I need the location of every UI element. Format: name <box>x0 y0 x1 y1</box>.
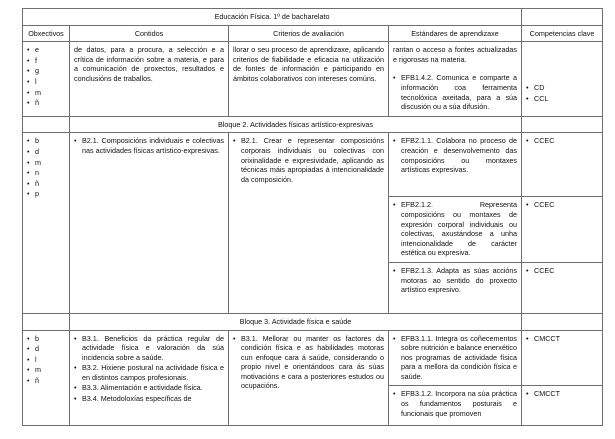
competence-item: • CCEC <box>526 266 598 276</box>
criteria-cell <box>229 330 389 426</box>
standard-item: • EFB2.1.1. Colabora no proceso de creación e desenvolvemento das composicións ou montaxes artísticas expresivas. <box>393 136 517 174</box>
objectives-cell <box>23 42 70 117</box>
objective-item: • b <box>27 136 65 146</box>
competence-item: • CCEC <box>526 136 598 146</box>
block-spacer <box>23 313 70 330</box>
competences-cell <box>522 197 603 263</box>
standard-item: • EFB3.1.1. Integra os coñecementos sobre nutrición e balance enerxético nos programas de actividade física para a mellora da condición física e saúde. <box>393 334 517 382</box>
standard-item: • EFB2.1.2. Representa composicións ou montaxes de expresión corporal individuais ou colectivas, axustándose a unha intencionalidade de carácter estética ou expresiva. <box>393 200 517 258</box>
objective-item: • ñ <box>27 376 65 386</box>
standard-continuation: rantan o acceso a fontes actualizadas e rigorosas na materia. <box>393 45 518 64</box>
header-contents: Contidos <box>70 25 229 42</box>
content-item: • B2.1. Composicións individuais e colectivas nas actividades físicas artístico-expresivas. <box>74 136 224 155</box>
objective-item: • b <box>27 334 65 344</box>
competences-cell <box>522 330 603 386</box>
block-spacer <box>522 313 603 330</box>
objective-item: • m <box>27 88 65 98</box>
competences-cell <box>522 133 603 197</box>
block-title: Bloque 2. Actividades físicas artístico-expresivas <box>70 116 522 133</box>
standard-item: • EFB1.4.2. Comunica e comparte a información coa ferramenta tecnolóxica axeitada, para a súa discusión ou a súa difusión. <box>393 73 517 111</box>
competences-cell <box>522 262 603 313</box>
contents-cell <box>70 42 229 117</box>
header-competences: Competencias clave <box>522 25 603 42</box>
competences-cell <box>522 42 603 117</box>
contents-cell <box>70 330 229 426</box>
criteria-cell <box>229 42 389 117</box>
objective-item: • n <box>27 168 65 178</box>
title-empty-cell <box>522 9 603 26</box>
content-item: • B3.3. Alimentación e actividade física. <box>74 383 224 393</box>
contents-cell <box>70 133 229 314</box>
header-criteria: Criterios de avaliación <box>229 25 389 42</box>
objective-item: • l <box>27 355 65 365</box>
standard-item: • EFB3.1.2. Incorpora na súa práctica os fundamentos posturais e funcionais que promoven <box>393 389 517 418</box>
objective-item: • d <box>27 147 65 157</box>
objective-item: • d <box>27 344 65 354</box>
competence-item: • CCL <box>526 94 598 104</box>
block-title: Bloque 3. Actividade física e saúde <box>70 313 522 330</box>
block-header-row <box>23 116 603 133</box>
competence-item: • CD <box>526 83 598 93</box>
objective-item: • ñ <box>27 179 65 189</box>
content-item: • B3.2. Hixiene postural na actividade física e en distintos campos profesionais. <box>74 363 224 382</box>
header-standards: Estándares de aprendizaxe <box>389 25 522 42</box>
criterion-item: • B3.1. Mellorar ou manter os factores da condición física e as habilidades motoras cun enfoque cara á saúde, considerando o propio nivel e orientándoos cara ás súas motivacións e cara a posteriores estudos ou ocupacións. <box>233 334 384 392</box>
objective-item: • ñ <box>27 98 65 108</box>
standards-cell <box>389 262 522 313</box>
content-item: • B3.4. Metodoloxías específicas de <box>74 394 224 404</box>
objective-item: • p <box>27 189 65 199</box>
criterion-item: • B2.1. Crear e representar composicións corporais individuais ou colectivas con orixinalidade e expresividade, aplicando as técnicas máis apropiadas á intencionalidade da composición. <box>233 136 384 184</box>
criteria-cell <box>229 133 389 314</box>
competence-item: • CMCCT <box>526 389 598 399</box>
curriculum-table <box>22 8 603 426</box>
objective-item: • m <box>27 158 65 168</box>
table-row <box>23 330 603 386</box>
header-row <box>23 25 603 42</box>
standards-cell <box>389 133 522 197</box>
objective-item: • m <box>27 365 65 375</box>
objectives-cell <box>23 133 70 314</box>
table-title-row <box>23 9 603 26</box>
standards-cell <box>389 330 522 386</box>
competence-item: • CCEC <box>526 200 598 210</box>
block-spacer <box>522 116 603 133</box>
block-spacer <box>23 116 70 133</box>
objectives-cell <box>23 330 70 426</box>
objective-item: • e <box>27 45 65 55</box>
standard-item: • EFB2.1.3. Adapta as súas accións motoras ao sentido do proxecto artístico expresivo. <box>393 266 517 295</box>
objective-item: • f <box>27 56 65 66</box>
standards-cell <box>389 197 522 263</box>
table-row <box>23 42 603 117</box>
table-title: Educación Física. 1º de bacharelato <box>23 9 522 26</box>
standards-cell <box>389 42 522 117</box>
criterion-text: llorar o seu proceso de aprendizaxe, aplicando criterios de fiabilidade e eficacia na utilización de fontes de información e participando en ámbitos colaborativos con intereses comúns. <box>233 45 384 83</box>
standards-cell <box>389 386 522 426</box>
objective-item: • l <box>27 77 65 87</box>
competences-cell <box>522 386 603 426</box>
competence-item: • CMCCT <box>526 334 598 344</box>
content-item: • B3.1. Beneficios da práctica regular de actividade física e valoración da súa incidencia sobre a saúde. <box>74 334 224 363</box>
objective-item: • g <box>27 66 65 76</box>
block-header-row <box>23 313 603 330</box>
header-objectives: Obxectivos <box>23 25 70 42</box>
content-text: de datos, para a procura, a selección e a crítica de información sobre a materia, e para a comunicación de proxectos, resultados e conclusións de traballos. <box>74 45 224 83</box>
table-row <box>23 133 603 197</box>
